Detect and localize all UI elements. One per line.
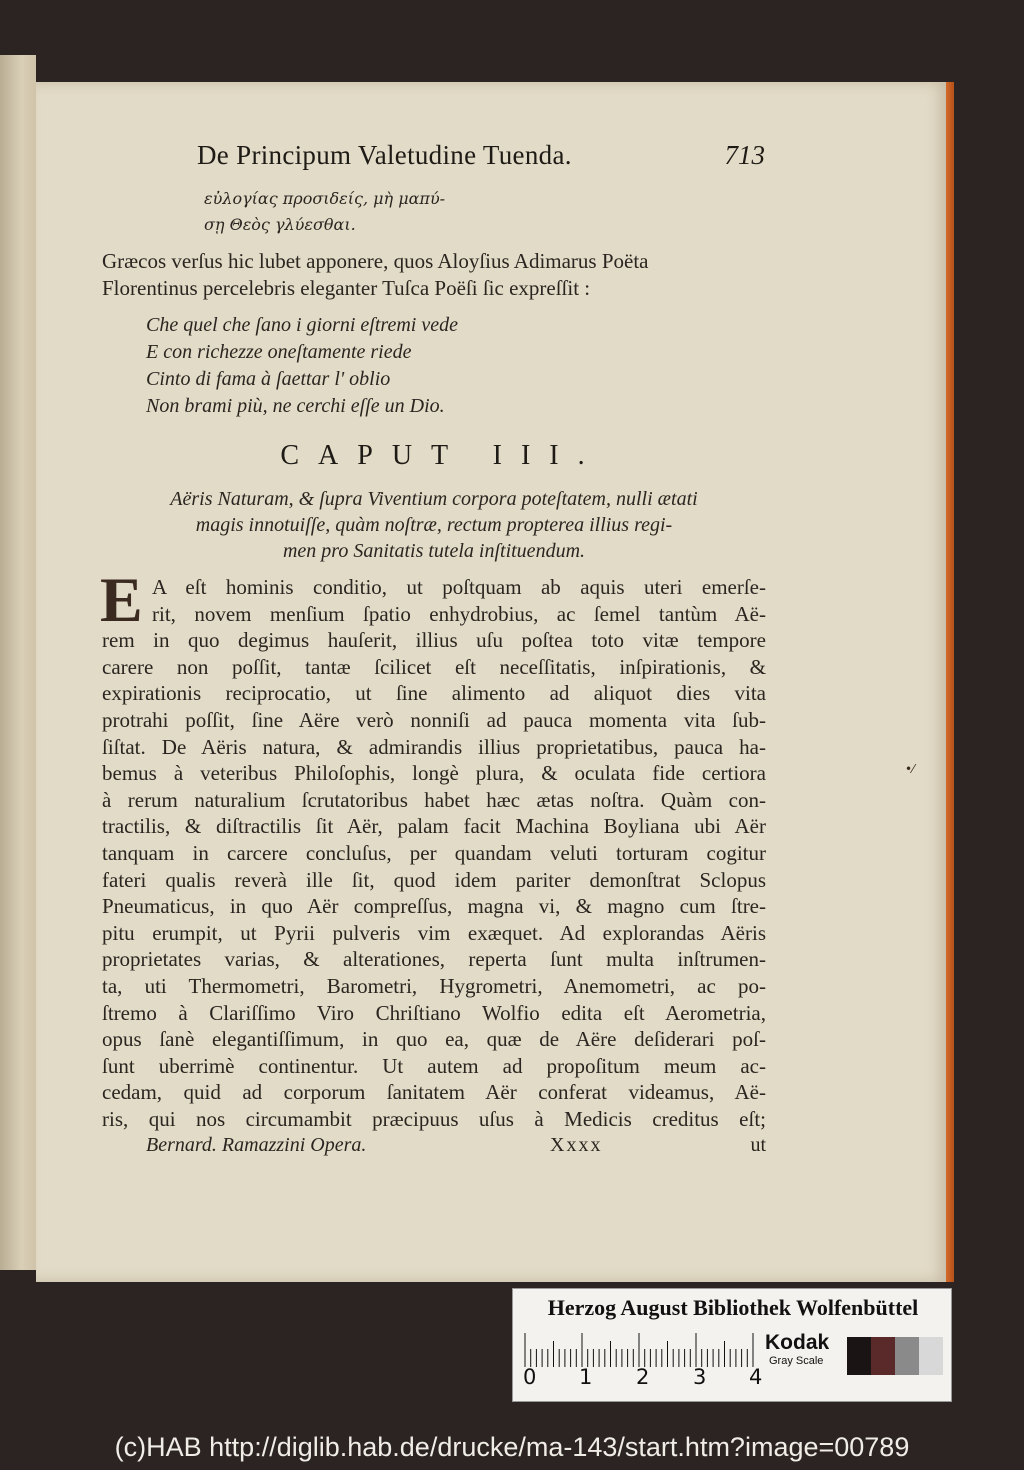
body-line: Pneumaticus, in quo Aër compreſſus, magna vi, & magno cum ſtre-: [102, 894, 766, 919]
footer-short-title: Bernard. Ramazzini Opera.: [146, 1134, 367, 1156]
library-name: Herzog August Bibliothek Wolfenbüttel: [547, 1295, 919, 1320]
body-line: A eſt hominis conditio, ut poſtquam ab aquis uteri emerſe-: [152, 575, 766, 599]
poem-line: Che quel che ſano i giorni eſtremi vede: [146, 314, 458, 336]
page-footer: [146, 1134, 766, 1164]
ruler-label: 0: [523, 1365, 537, 1389]
summary-line: Aëris Naturam, & ſupra Viventium corpora poteſtatem, nulli ætati: [170, 488, 698, 510]
gray-scale-label: Gray Scale: [769, 1355, 824, 1367]
page-edge: [946, 82, 954, 1282]
ruler-label: 4: [749, 1365, 763, 1389]
chapter-summary: [102, 486, 766, 564]
body-line: bemus à veteribus Philoſophis, longè plura, & oculata fide certiora: [102, 761, 766, 786]
ruler-label: 3: [693, 1365, 707, 1389]
intro-line: Florentinus percelebris eleganter Tuſca Poëſi ſic expreſſit :: [102, 276, 591, 300]
body-line: fateri qualis reverà ille ſit, quod idem pariter demonſtrat Sclopus: [102, 867, 766, 892]
running-head-title: De Principum Valetudine Tuenda.: [197, 140, 572, 170]
summary-line: men pro Sanitatis tutela inſtituendum.: [282, 540, 586, 562]
ruler-label: 1: [579, 1365, 593, 1389]
page-number: 713: [724, 140, 765, 170]
kodak-logo: Kodak: [765, 1331, 830, 1354]
ruler-label: 2: [636, 1365, 650, 1389]
body-line: cedam, quid ad corporum ſanitatem Aër conferat videamus, Aë-: [102, 1080, 766, 1105]
summary-line: magis innotuiſſe, quàm noſtræ, rectum propterea illius regi-: [195, 514, 673, 536]
italian-poem: [146, 312, 646, 420]
greek-line: εὐλογίας προσιδείς, μὴ μαπύ-: [204, 189, 446, 208]
body-line: opus ſanè elegantiſſimum, in quo ea, quæ de Aëre deſiderari poſ-: [102, 1027, 766, 1052]
body-line: ſtremo à Clariſſimo Viro Chriſtiano Wolfio edita eſt Aerometria,: [102, 1000, 766, 1025]
body-line: ris, qui nos circumambit præcipuus uſus à Medicis creditus eſt;: [102, 1106, 766, 1131]
margin-mark: •⁄: [905, 762, 915, 776]
intro-paragraph: [102, 248, 766, 302]
chapter-title: CAPUT III.: [280, 440, 604, 471]
source-url: (c)HAB http://diglib.hab.de/drucke/ma-143/start.htm?image=00789: [114, 1432, 910, 1462]
swatch: [895, 1337, 919, 1375]
body-line: à rerum naturalium ſcrutatoribus habet hæc ætas noſtra. Quàm con-: [102, 787, 766, 812]
body-line: tractilis, & diſtractilis ſit Aër, palam facit Machina Boyliana ubi Aër: [102, 814, 766, 839]
catchword: ut: [750, 1134, 766, 1156]
body-line: protrahi poſſit, ſine Aëre verò nonniſi ad pauca momenta vita ſub-: [102, 707, 766, 732]
drop-capital: E: [100, 564, 143, 635]
library-color-card: [512, 1288, 952, 1402]
greek-quotation: [204, 186, 534, 238]
swatch: [871, 1337, 895, 1375]
body-line: tanquam in carcere concluſus, per quandam veluti torturam cogitur: [102, 840, 766, 865]
facing-page-edge: [0, 55, 36, 1270]
gray-swatches: [847, 1337, 943, 1375]
swatch: [919, 1337, 943, 1375]
running-head: [197, 140, 765, 180]
swatch: [847, 1337, 871, 1375]
body-line: ſiſtat. De Aëris natura, & admirandis illius proprietatibus, pauca ha-: [102, 734, 766, 759]
body-line: ſunt uberrimè continentur. Ut autem ad propoſitum meum ac-: [102, 1053, 766, 1078]
body-line: carere non poſſit, tantæ ſcilicet eſt neceſſitatis, inſpirationis, &: [102, 654, 766, 679]
body-line: rit, novem menſium ſpatio enhydrobius, ac ſemel tantùm Aë-: [152, 601, 766, 626]
intro-line: Græcos verſus hic lubet apponere, quos Aloyſius Adimarus Poëta: [102, 249, 649, 273]
body-paragraph: [100, 564, 766, 1132]
poem-line: E con richezze oneſtamente riede: [146, 341, 412, 363]
body-line: rem in quo degimus hauſerit, illius uſu poſtea toto vitæ tempore: [102, 628, 766, 653]
poem-line: Non brami più, ne cerchi eſſe un Dio.: [146, 395, 445, 417]
ruler-scale: [523, 1331, 765, 1367]
greek-line: σῃ Θεὸς γλύεσθαι.: [204, 215, 356, 234]
body-line: ta, uti Thermometri, Barometri, Hygrometri, Anemometri, ac po-: [102, 973, 766, 998]
body-line: proprietates varias, & alterationes, reperta ſunt multa inſtrumen-: [102, 947, 766, 972]
signature-mark: Xxxx: [550, 1134, 603, 1156]
body-line: expirationis reciprocatio, ut ſine alimento ad aliquot dies vita: [102, 681, 766, 706]
body-line: pitu erumpit, ut Pyrii pulveris vim exæquet. Ad explorandas Aëris: [102, 920, 766, 945]
ruler-labels: [523, 1365, 773, 1395]
poem-line: Cinto di fama à ſaettar l' oblio: [146, 368, 391, 390]
